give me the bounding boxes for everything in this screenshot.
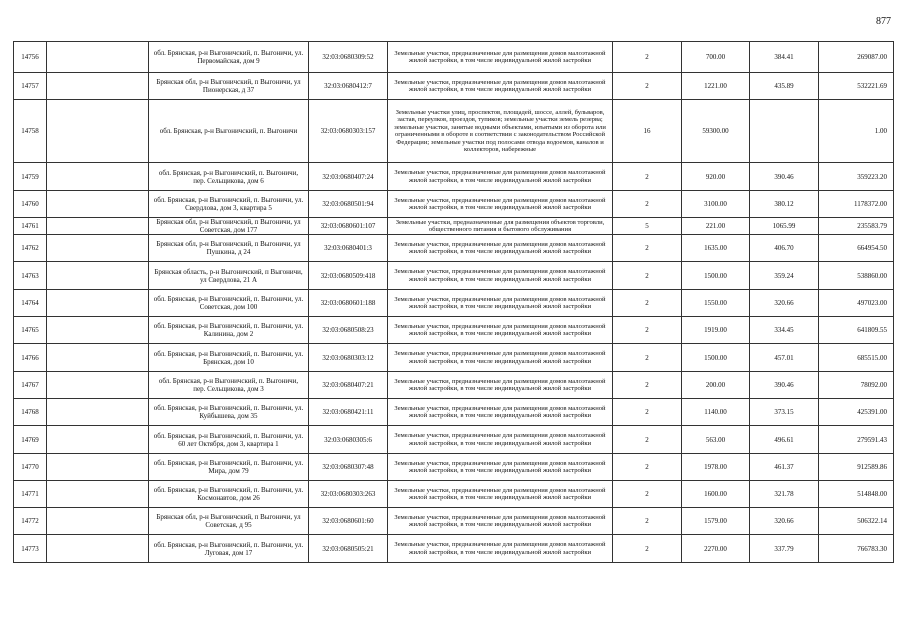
- row-land-use: Земельные участки, предназначенные для размещения домов малоэтажной жилой застройки, в том числе индивидуальной жилой застройки: [388, 481, 613, 508]
- row-cadastral-number: 32:03:0680407:24: [309, 163, 388, 191]
- table-row: [14, 262, 894, 290]
- row-rate: 390.46: [750, 372, 819, 399]
- blank-cell: [47, 344, 149, 372]
- row-cadastral-number: 32:03:0680305:6: [309, 426, 388, 454]
- blank-cell: [47, 100, 149, 163]
- blank-cell: [47, 454, 149, 481]
- row-area: 700.00: [682, 42, 750, 73]
- blank-cell: [47, 73, 149, 100]
- row-id: 14773: [14, 535, 47, 563]
- table-row: [14, 100, 894, 163]
- row-group: 2: [613, 508, 682, 535]
- blank-cell: [47, 481, 149, 508]
- row-area: 1140.00: [682, 399, 750, 426]
- row-land-use: Земельные участки, предназначенные для размещения домов малоэтажной жилой застройки, в том числе индивидуальной жилой застройки: [388, 344, 613, 372]
- row-address: обл. Брянская, р-н Выгоничский, п. Выгоничи, ул. Луговая, дом 17: [149, 535, 309, 563]
- blank-cell: [47, 218, 149, 235]
- row-area: 3100.00: [682, 191, 750, 218]
- row-group: 2: [613, 372, 682, 399]
- row-cadastral-value: 269087.00: [819, 42, 894, 73]
- row-cadastral-number: 32:03:0680601:188: [309, 290, 388, 317]
- blank-cell: [47, 42, 149, 73]
- row-group: 2: [613, 290, 682, 317]
- table-row: [14, 508, 894, 535]
- row-cadastral-number: 32:03:0680307:48: [309, 454, 388, 481]
- blank-cell: [47, 535, 149, 563]
- row-group: 2: [613, 235, 682, 262]
- row-cadastral-number: 32:03:0680508:23: [309, 317, 388, 344]
- row-area: 2270.00: [682, 535, 750, 563]
- row-id: 14759: [14, 163, 47, 191]
- row-group: 2: [613, 42, 682, 73]
- row-area: 1978.00: [682, 454, 750, 481]
- row-rate: 320.66: [750, 508, 819, 535]
- row-address: обл. Брянская, р-н Выгоничский, п. Выгоничи, ул. Свердлова, дом 3, квартира 5: [149, 191, 309, 218]
- row-land-use: Земельные участки, предназначенные для размещения домов малоэтажной жилой застройки, в том числе индивидуальной жилой застройки: [388, 508, 613, 535]
- row-rate: 1065.99: [750, 218, 819, 235]
- row-id: 14772: [14, 508, 47, 535]
- row-id: 14767: [14, 372, 47, 399]
- row-area: 1635.00: [682, 235, 750, 262]
- row-land-use: Земельные участки, предназначенные для размещения объектов торговли, общественного питания и бытового обслуживания: [388, 218, 613, 235]
- blank-cell: [47, 163, 149, 191]
- row-id: 14763: [14, 262, 47, 290]
- table-row: [14, 163, 894, 191]
- row-land-use: Земельные участки, предназначенные для размещения домов малоэтажной жилой застройки, в том числе индивидуальной жилой застройки: [388, 235, 613, 262]
- row-group: 16: [613, 100, 682, 163]
- row-cadastral-value: 279591.43: [819, 426, 894, 454]
- row-rate: 457.01: [750, 344, 819, 372]
- row-rate: [750, 100, 819, 163]
- row-land-use: Земельные участки, предназначенные для размещения домов малоэтажной жилой застройки, в том числе индивидуальной жилой застройки: [388, 372, 613, 399]
- row-address: Брянская обл, р-н Выгоничский, п Выгоничи, ул Пушкина, д 24: [149, 235, 309, 262]
- row-rate: 359.24: [750, 262, 819, 290]
- row-id: 14756: [14, 42, 47, 73]
- row-cadastral-number: 32:03:0680407:21: [309, 372, 388, 399]
- blank-cell: [47, 235, 149, 262]
- row-rate: 320.66: [750, 290, 819, 317]
- row-cadastral-value: 514848.00: [819, 481, 894, 508]
- row-address: обл. Брянская, р-н Выгоничский, п. Выгоничи, ул. Советская, дом 100: [149, 290, 309, 317]
- row-area: 221.00: [682, 218, 750, 235]
- table-row: [14, 317, 894, 344]
- row-cadastral-number: 32:03:0680505:21: [309, 535, 388, 563]
- row-rate: 461.37: [750, 454, 819, 481]
- row-rate: 390.46: [750, 163, 819, 191]
- row-rate: 406.70: [750, 235, 819, 262]
- row-area: 920.00: [682, 163, 750, 191]
- row-id: 14762: [14, 235, 47, 262]
- row-cadastral-number: 32:03:0680401:3: [309, 235, 388, 262]
- row-id: 14771: [14, 481, 47, 508]
- table-row: [14, 535, 894, 563]
- blank-cell: [47, 317, 149, 344]
- row-cadastral-value: 78092.00: [819, 372, 894, 399]
- row-rate: 435.89: [750, 73, 819, 100]
- row-land-use: Земельные участки, предназначенные для размещения домов малоэтажной жилой застройки, в том числе индивидуальной жилой застройки: [388, 535, 613, 563]
- table-row: [14, 481, 894, 508]
- row-cadastral-value: 359223.20: [819, 163, 894, 191]
- blank-cell: [47, 290, 149, 317]
- row-land-use: Земельные участки, предназначенные для размещения домов малоэтажной жилой застройки, в том числе индивидуальной жилой застройки: [388, 426, 613, 454]
- row-cadastral-value: 538860.00: [819, 262, 894, 290]
- row-group: 2: [613, 454, 682, 481]
- row-id: 14761: [14, 218, 47, 235]
- row-group: 2: [613, 535, 682, 563]
- row-group: 2: [613, 191, 682, 218]
- row-land-use: Земельные участки, предназначенные для размещения домов малоэтажной жилой застройки, в том числе индивидуальной жилой застройки: [388, 73, 613, 100]
- table-row: [14, 426, 894, 454]
- row-group: 2: [613, 262, 682, 290]
- table-row: [14, 42, 894, 73]
- row-group: 5: [613, 218, 682, 235]
- row-address: Брянская обл, р-н Выгоничский, п Выгоничи, ул Советская, дом 177: [149, 218, 309, 235]
- row-address: обл. Брянская, р-н Выгоничский, п. Выгоничи, пер. Сельщикова, дом 3: [149, 372, 309, 399]
- table-row: [14, 344, 894, 372]
- row-area: 1579.00: [682, 508, 750, 535]
- row-id: 14768: [14, 399, 47, 426]
- row-cadastral-value: 235583.79: [819, 218, 894, 235]
- row-group: 2: [613, 399, 682, 426]
- row-area: 1500.00: [682, 262, 750, 290]
- row-cadastral-number: 32:03:0680303:263: [309, 481, 388, 508]
- row-id: 14766: [14, 344, 47, 372]
- row-cadastral-number: 32:03:0680601:107: [309, 218, 388, 235]
- row-group: 2: [613, 317, 682, 344]
- row-address: обл. Брянская, р-н Выгоничский, п. Выгоничи, ул. Космонавтов, дом 26: [149, 481, 309, 508]
- row-address: обл. Брянская, р-н Выгоничский, п. Выгоничи, ул. 60 лет Октября, дом 3, квартира 1: [149, 426, 309, 454]
- blank-cell: [47, 508, 149, 535]
- table-row: [14, 454, 894, 481]
- row-address: обл. Брянская, р-н Выгоничский, п. Выгоничи, пер. Сельщикова, дом 6: [149, 163, 309, 191]
- page-number: 877: [876, 16, 891, 27]
- row-id: 14760: [14, 191, 47, 218]
- row-land-use: Земельные участки, предназначенные для размещения домов малоэтажной жилой застройки, в том числе индивидуальной жилой застройки: [388, 163, 613, 191]
- row-id: 14758: [14, 100, 47, 163]
- row-address: обл. Брянская, р-н Выгоничский, п. Выгоничи, ул. Брянская, дом 10: [149, 344, 309, 372]
- row-group: 2: [613, 344, 682, 372]
- table-row: [14, 372, 894, 399]
- blank-cell: [47, 426, 149, 454]
- table-row: [14, 218, 894, 235]
- row-address: Брянская обл, р-н Выгоничский, п Выгоничи, ул Советская, д 95: [149, 508, 309, 535]
- row-land-use: Земельные участки, предназначенные для размещения домов малоэтажной жилой застройки, в том числе индивидуальной жилой застройки: [388, 317, 613, 344]
- row-rate: 384.41: [750, 42, 819, 73]
- row-address: Брянская обл, р-н Выгоничский, п Выгоничи, ул Пионерская, д 37: [149, 73, 309, 100]
- row-address: обл. Брянская, р-н Выгоничский, п. Выгоничи: [149, 100, 309, 163]
- row-rate: 496.61: [750, 426, 819, 454]
- table-body: [14, 42, 894, 563]
- row-group: 2: [613, 163, 682, 191]
- row-cadastral-number: 32:03:0680303:157: [309, 100, 388, 163]
- row-cadastral-value: 912589.86: [819, 454, 894, 481]
- row-land-use: Земельные участки, предназначенные для размещения домов малоэтажной жилой застройки, в том числе индивидуальной жилой застройки: [388, 42, 613, 73]
- table-row: [14, 235, 894, 262]
- row-group: 2: [613, 73, 682, 100]
- row-address: обл. Брянская, р-н Выгоничский, п. Выгоничи, ул. Мира, дом 79: [149, 454, 309, 481]
- row-area: 1550.00: [682, 290, 750, 317]
- row-cadastral-number: 32:03:0680509:418: [309, 262, 388, 290]
- blank-cell: [47, 372, 149, 399]
- row-cadastral-value: 766783.30: [819, 535, 894, 563]
- row-id: 14765: [14, 317, 47, 344]
- cadastral-value-table: [13, 41, 894, 563]
- row-land-use: Земельные участки, предназначенные для размещения домов малоэтажной жилой застройки, в том числе индивидуальной жилой застройки: [388, 290, 613, 317]
- row-cadastral-number: 32:03:0680421:11: [309, 399, 388, 426]
- row-area: 1919.00: [682, 317, 750, 344]
- row-cadastral-value: 685515.00: [819, 344, 894, 372]
- row-address: обл. Брянская, р-н Выгоничский, п. Выгоничи, ул. Калинина, дом 2: [149, 317, 309, 344]
- row-rate: 321.78: [750, 481, 819, 508]
- table-row: [14, 73, 894, 100]
- row-cadastral-value: 1178372.00: [819, 191, 894, 218]
- row-land-use: Земельные участки, предназначенные для размещения домов малоэтажной жилой застройки, в том числе индивидуальной жилой застройки: [388, 454, 613, 481]
- row-rate: 334.45: [750, 317, 819, 344]
- row-area: 1600.00: [682, 481, 750, 508]
- row-land-use: Земельные участки улиц, проспектов, площадей, шоссе, аллей, бульваров, застав, переулков, проездов, тупиков; земельные участки земель резерва; земельные участки, занятые водными объектами, изъятыми из оборота или ограниченными в обороте в соответствии с законодательством Российской Федерации; земельные участки под полосами отвода водоемов, каналов и коллекторов, набережные: [388, 100, 613, 163]
- table-row: [14, 399, 894, 426]
- row-rate: 380.12: [750, 191, 819, 218]
- row-id: 14770: [14, 454, 47, 481]
- row-cadastral-value: 664954.50: [819, 235, 894, 262]
- row-cadastral-value: 532221.69: [819, 73, 894, 100]
- row-area: 1500.00: [682, 344, 750, 372]
- table-row: [14, 290, 894, 317]
- row-cadastral-value: 497023.00: [819, 290, 894, 317]
- row-area: 59300.00: [682, 100, 750, 163]
- row-area: 563.00: [682, 426, 750, 454]
- row-land-use: Земельные участки, предназначенные для размещения домов малоэтажной жилой застройки, в том числе индивидуальной жилой застройки: [388, 191, 613, 218]
- row-id: 14769: [14, 426, 47, 454]
- row-rate: 337.79: [750, 535, 819, 563]
- blank-cell: [47, 262, 149, 290]
- row-area: 200.00: [682, 372, 750, 399]
- row-cadastral-number: 32:03:0680601:60: [309, 508, 388, 535]
- blank-cell: [47, 191, 149, 218]
- row-address: обл. Брянская, р-н Выгоничский, п. Выгоничи, ул. Первомайская, дом 9: [149, 42, 309, 73]
- row-rate: 373.15: [750, 399, 819, 426]
- row-area: 1221.00: [682, 73, 750, 100]
- row-id: 14757: [14, 73, 47, 100]
- row-cadastral-value: 425391.00: [819, 399, 894, 426]
- row-id: 14764: [14, 290, 47, 317]
- row-cadastral-value: 506322.14: [819, 508, 894, 535]
- row-cadastral-number: 32:03:0680303:12: [309, 344, 388, 372]
- table-row: [14, 191, 894, 218]
- blank-cell: [47, 399, 149, 426]
- row-cadastral-number: 32:03:0680412:7: [309, 73, 388, 100]
- row-land-use: Земельные участки, предназначенные для размещения домов малоэтажной жилой застройки, в том числе индивидуальной жилой застройки: [388, 399, 613, 426]
- row-cadastral-number: 32:03:0680501:94: [309, 191, 388, 218]
- row-land-use: Земельные участки, предназначенные для размещения домов малоэтажной жилой застройки, в том числе индивидуальной жилой застройки: [388, 262, 613, 290]
- row-group: 2: [613, 481, 682, 508]
- row-cadastral-value: 641809.55: [819, 317, 894, 344]
- row-group: 2: [613, 426, 682, 454]
- row-address: Брянская область, р-н Выгоничский, п Выгоничи, ул Свердлова, 21 А: [149, 262, 309, 290]
- row-cadastral-value: 1.00: [819, 100, 894, 163]
- row-address: обл. Брянская, р-н Выгоничский, п. Выгоничи, ул. Куйбышева, дом 35: [149, 399, 309, 426]
- row-cadastral-number: 32:03:0680309:52: [309, 42, 388, 73]
